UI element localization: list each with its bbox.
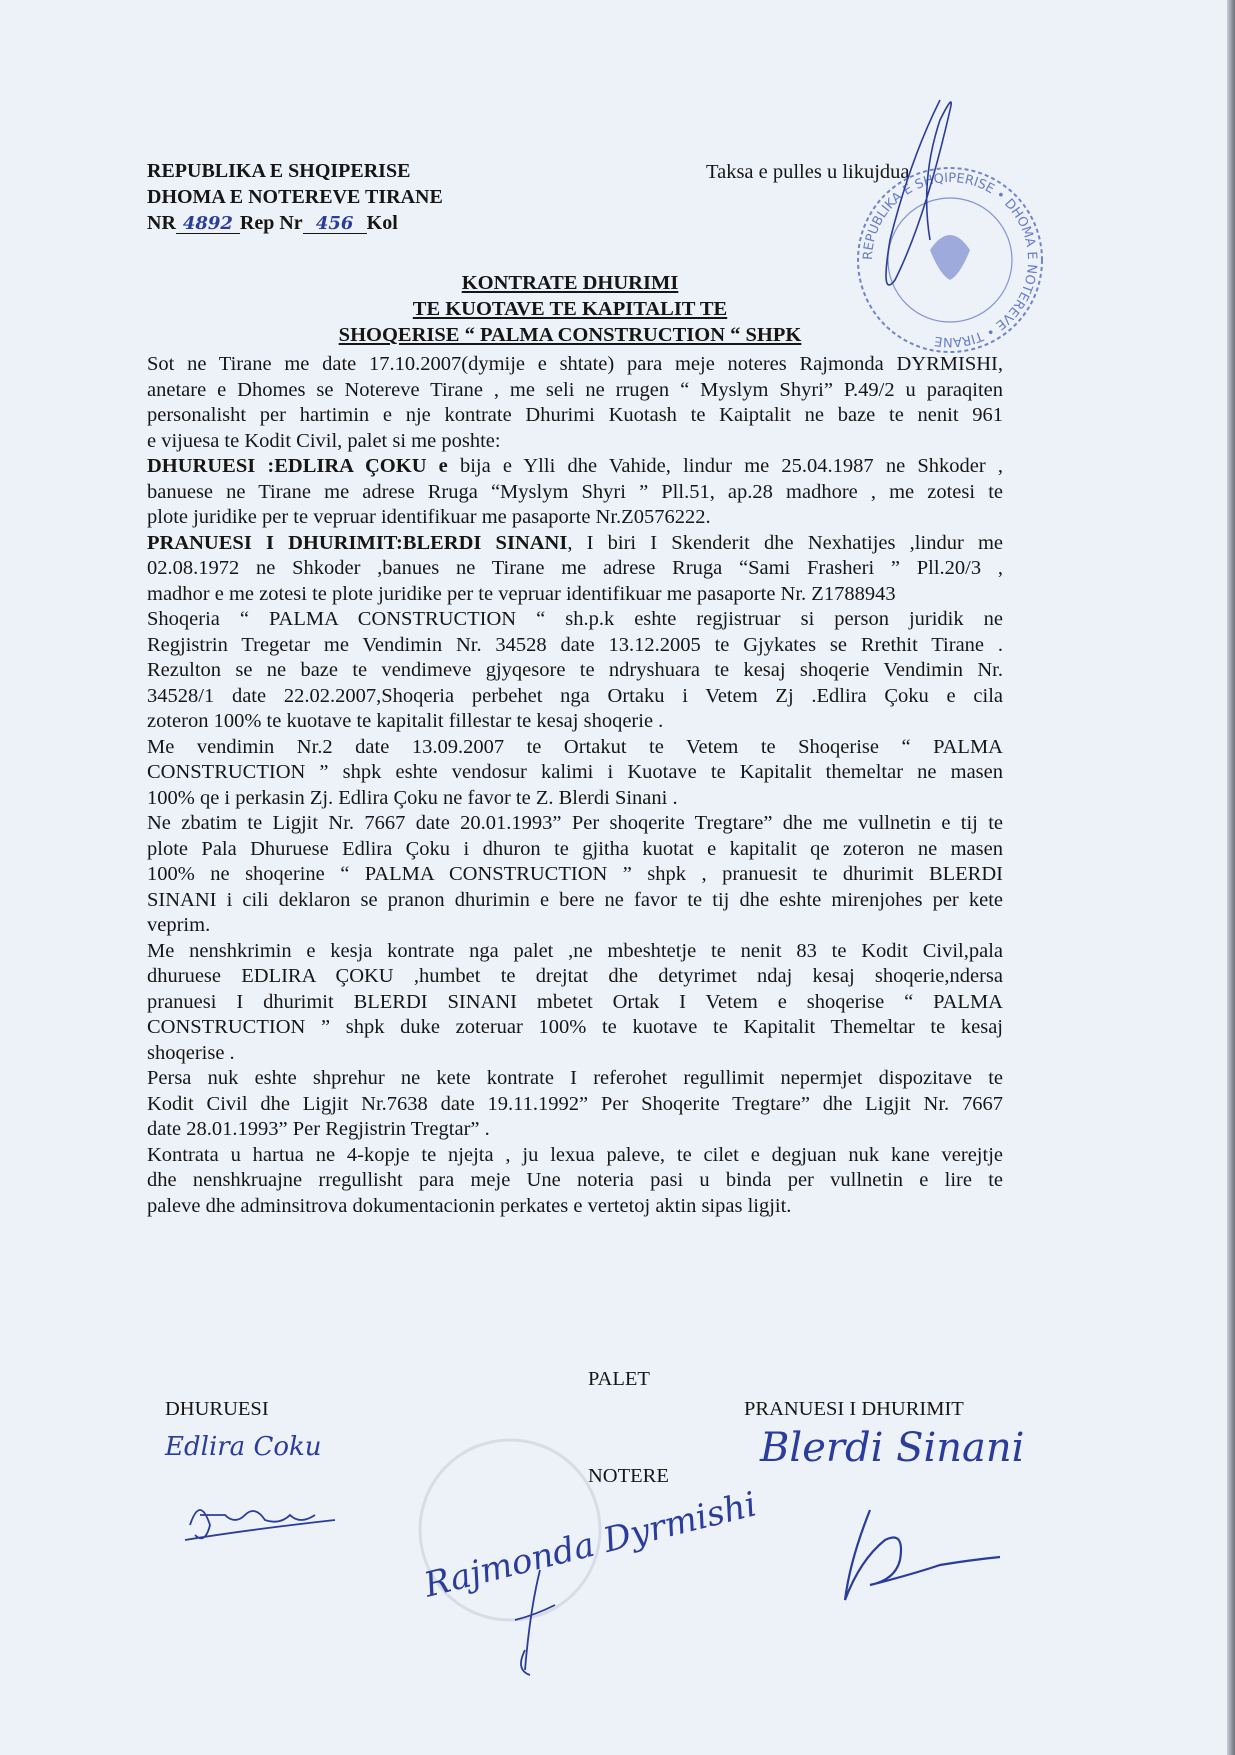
body-line [147,1092,1003,1116]
body-line [147,837,1003,861]
body-line [147,505,1003,529]
body-line-text: SINANI i cili deklaron se pranon dhurimin e bere ne favor te tij dhe eshte mirenjohes per kete [147,888,1003,911]
title-line-1: KONTRATE DHURIMI [461,272,679,294]
body-line [147,633,1003,657]
body-line-text: CONSTRUCTION ” shpk eshte vendosur kalimi i Kuotave te Kapitalit themeltar ne masen [147,761,1003,783]
body-line-text: Sot ne Tirane me date 17.10.2007(dymije e shtate) para meje noteres Rajmonda DYRMISHI, [147,353,1003,375]
body-line-text: Me nenshkrimin e kesja kontrate nga palet ,ne mbeshtetje te nenit 83 te Kodit Civil,pala [147,939,1003,962]
body-line [147,1117,1003,1141]
body-line-text: e vijuesa te Kodit Civil, palet si me poshte: [147,429,501,452]
rep-label: Rep Nr [239,212,303,234]
body-line [147,1194,1003,1218]
body-line [147,1015,1003,1039]
party-heading: DHURUESI :EDLIRA ÇOKU e [147,455,448,477]
body-line-text: Shoqeria “ PALMA CONSTRUCTION “ sh.p.k eshte regjistruar si person juridik ne [147,608,1003,630]
recipient-signature-name: Blerdi Sinani [760,1425,1025,1471]
body-line-text: shoqerise . [147,1041,235,1064]
body-line-text: madhor e me zotesi te plote juridike per te vepruar identifikuar me pasaporte Nr. Z1788943 [147,582,896,605]
body-line [147,709,1003,733]
body-line [147,684,1003,708]
body-line-text: 02.08.1972 ne Shkoder ,banues ne Tirane me adrese Rruga “Sami Frasheri ” Pll.20/3 , [147,557,1003,579]
body-line-text: dhe nenshkruajne rregullisht para meje Une noteria pasi u binda per vullnetin e lire te [147,1169,1003,1191]
donor-signature [180,1485,380,1565]
title-line-3: SHOQERISE “ PALMA CONSTRUCTION “ SHPK [338,324,802,346]
nr-label: NR [147,212,176,234]
body-line-text: date 28.01.1993” Per Regjistrin Tregtar” . [147,1118,490,1140]
body-line-text: Persa nuk eshte shprehur ne kete kontrate I referohet regullimit nepermjet dispozitave te [147,1067,1003,1089]
stamp-text: REPUBLIKA E SHQIPERISE • DHOMA E NOTEREVE • TIRANE [860,170,1040,350]
body-line [147,1066,1003,1090]
recipient-signature [840,1500,1010,1610]
body-line [147,454,1003,478]
notary-initials [500,1560,580,1700]
body-line-text: Ne zbatim te Ligjit Nr. 7667 date 20.01.1993” Per shoqerite Tregtare” dhe me vullnetin e tij te [147,812,1003,834]
recipient-label: PRANUESI I DHURIMIT [744,1398,964,1420]
rep-value: 456 [303,215,367,234]
body-line [147,735,1003,759]
body-line [147,964,1003,988]
body-line [147,531,1003,555]
body-line-text: bija e Ylli dhe Vahide, lindur me 25.04.1987 ne Shkoder , [447,455,1003,477]
body-line [147,1168,1003,1192]
body-line [147,1041,1003,1065]
body-line-text: plote Pala Dhuruese Edlira Çoku i dhuron te gjitha kuotat e kapitalit qe zoteron ne masen [147,837,1003,860]
body-line [147,913,1003,937]
body-line-text: personalisht per hartimin e nje kontrate Dhurimi Kuotash te Kaiptalit ne baze te nenit 961 [147,404,1003,426]
body-line-text: banuese ne Tirane me adrese Rruga “Myslym Shyri ” Pll.51, ap.28 madhore , me zotesi te [147,480,1003,503]
body-line-text: 34528/1 date 22.02.2007,Shoqeria perbehet nga Ortaku i Vetem Zj .Edlira Çoku e cila [147,684,1003,707]
nr-value: 4892 [176,215,240,234]
body-line-text: Kodit Civil dhe Ligjit Nr.7638 date 19.11.1992” Per Shoqerite Tregtare” dhe Ligjit Nr. 7667 [147,1092,1003,1115]
body-line [147,480,1003,504]
body-line-text: dhuruese EDLIRA ÇOKU ,humbet te drejtat dhe detyrimet ndaj kesaj shoqerie,ndersa [147,965,1003,987]
donor-label: DHURUESI [165,1398,269,1420]
notary-signature-name: Rajmonda Dyrmishi [420,1484,761,1606]
body-line-text: Kontrata u hartua ne 4-kopje te njejta , ju lexua paleve, te cilet e degjuan nuk kane verejtje [147,1143,1003,1166]
body-line-text: paleve dhe adminsitrova dokumentacionin perkates e vertetoj aktin sipas ligjit. [147,1194,792,1217]
body-line-text: , I biri I Skenderit dhe Nexhatijes ,lindur me [567,531,1003,554]
body-line-text: zoteron 100% te kuotave te kapitalit fillestar te kesaj shoqerie . [147,710,664,732]
body-line-text: Regjistrin Tregetar me Vendimin Nr. 34528 date 13.12.2005 te Gjykates se Rrethit Tirane . [147,633,1003,656]
header-register-numbers [147,212,398,235]
body-line [147,556,1003,580]
kol-label: Kol [366,212,398,234]
header-republic: REPUBLIKA E SHQIPERISE [147,160,411,182]
body-line-text: 100% qe i perkasin Zj. Edlira Çoku ne favor te Z. Blerdi Sinani . [147,786,678,809]
parties-label: PALET [588,1368,650,1390]
body-line [147,990,1003,1014]
party-heading: PRANUESI I DHURIMIT:BLERDI SINANI [147,531,568,554]
body-line-text: Me vendimin Nr.2 date 13.09.2007 te Ortakut te Vetem te Shoqerise “ PALMA [147,735,1003,758]
donor-signature-name: Edlira Coku [165,1432,322,1462]
body-line [147,888,1003,912]
body-line-text: pranuesi I dhurimit BLERDI SINANI mbetet Ortak I Vetem e shoqerise “ PALMA [147,990,1003,1013]
body-line-text: CONSTRUCTION ” shpk duke zoteruar 100% te kuotave te Kapitalit Themeltar te kesaj [147,1016,1003,1038]
body-line [147,658,1003,682]
body-line-text: Rezulton se ne baze te vendimeve gjyqesore te ndryshuara te kesaj shoqerie Vendimin Nr. [147,659,1003,681]
body-line [147,403,1003,427]
body-line [147,429,1003,453]
body-line [147,862,1003,886]
body-line-text: anetare e Dhomes se Notereve Tirane , me seli ne rrugen “ Myslym Shyri” P.49/2 u paraqiten [147,378,1003,401]
body-line [147,1143,1003,1167]
body-line [147,378,1003,402]
body-line [147,607,1003,631]
header-chamber: DHOMA E NOTEREVE TIRANE [147,186,443,208]
body-line-text: veprim. [147,914,211,936]
body-line [147,582,1003,606]
body-line-text: plote juridike per te vepruar identifikuar me pasaporte Nr.Z0576222. [147,506,711,528]
body-line [147,939,1003,963]
body-line-text: 100% ne shoqerine “ PALMA CONSTRUCTION ” shpk , pranuesit te dhurimit BLERDI [147,863,1003,885]
tax-note: Taksa e pulles u likujdua [706,161,910,183]
body-line [147,760,1003,784]
title-line-2: TE KUOTAVE TE KAPITALIT TE [412,298,728,320]
body-line [147,786,1003,810]
notary-label: NOTERE [588,1465,669,1487]
body-line [147,352,1003,376]
body-line [147,811,1003,835]
scan-edge [1227,0,1235,1755]
